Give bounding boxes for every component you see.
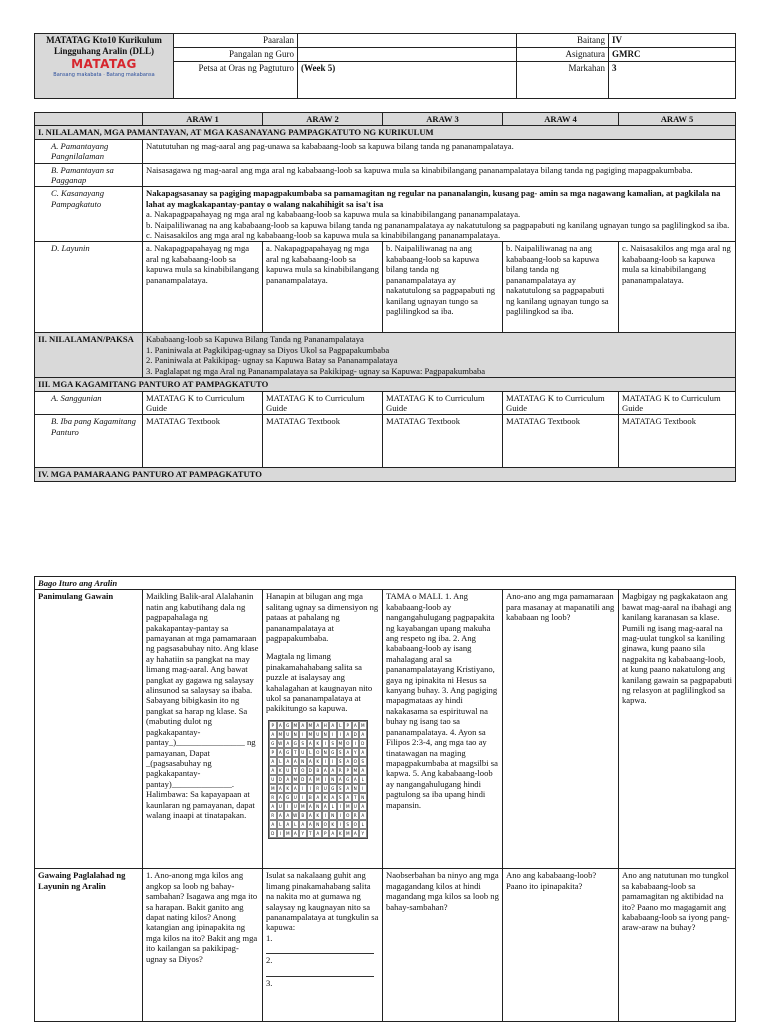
- day-header: ARAW 4: [503, 113, 619, 126]
- dll-title: MATATAG Kto10 Kurikulum Lingguhang Aralin (DLL): [46, 35, 162, 56]
- puzzle-letter: A: [359, 748, 367, 757]
- puzzle-letter: A: [284, 811, 292, 820]
- puzzle-letter: K: [322, 793, 330, 802]
- puzzle-letter: B: [307, 793, 315, 802]
- petsa-label: Petsa at Oras ng Pagtuturo: [174, 62, 298, 99]
- header-title-cell: [35, 34, 174, 99]
- puzzle-letter: A: [359, 730, 367, 739]
- puzzle-letter: I: [284, 802, 292, 811]
- puzzle-letter: I: [307, 784, 315, 793]
- puzzle-letter: N: [292, 730, 300, 739]
- layunin-cell: b. Naipaliliwanag na ang kababaang-loob sa kapuwa bilang tanda ng pananampalataya ay nakatutulong sa pagpapabuti ng kanilang ugnayan tungo sa paglilingkod sa iba.: [503, 242, 619, 333]
- paaralan-value: [298, 34, 517, 48]
- panimulang-day3: TAMA o MALI. 1. Ang kababaang-loob ay nangangahulugang pagpapakita ng kayabangan upang makuha ang respeto ng iba. 2. Ang kababaang-loob ay isang mahalagang aral sa pananampalatayang Kristiyano, gaya ng ipinakita ni Hesus sa kanyang buhay. 3. Ang pagiging mapagmataas ay hindi nakakasama sa espirituwal na buhay ng isang tao sa pananampalataya. 4. Ayon sa Filipos 2:3-4, ang mga tao ay tinatawagan na maging mapagpakumbaba at magsilbi sa kapwa. 5. Ang kababaang-loob ay nangangahulugang hindi pagtulong sa iba upang hindi mapansin.: [383, 590, 503, 869]
- section2-content: [143, 333, 736, 378]
- puzzle-letter: L: [277, 820, 285, 829]
- puzzle-letter: A: [329, 829, 337, 838]
- answer-line-3: 3.: [266, 977, 273, 988]
- puzzle-letter: A: [359, 811, 367, 820]
- puzzle-letter: G: [284, 748, 292, 757]
- puzzle-letter: A: [284, 757, 292, 766]
- paksa-item: 2. Paniniwala at Pakikipag- ugnay sa Kapuwa Batay sa Pananampalataya: [146, 355, 398, 366]
- puzzle-letter: A: [352, 775, 360, 784]
- puzzle-letter: I: [322, 739, 330, 748]
- puzzle-letter: A: [329, 793, 337, 802]
- bago-ituro-heading: Bago Ituro ang Aralin: [35, 577, 736, 590]
- puzzle-letter: U: [277, 802, 285, 811]
- puzzle-letter: G: [329, 748, 337, 757]
- puzzle-letter: A: [352, 721, 360, 730]
- puzzle-letter: A: [307, 811, 315, 820]
- puzzle-letter: U: [284, 766, 292, 775]
- kagamitang-value: MATATAG Textbook: [503, 415, 619, 468]
- puzzle-letter: B: [314, 766, 322, 775]
- panimulang-day1: Maikling Balik-aral Alalahanin natin ang kabutihang dala ng pagpapahalaga ng pakakapantay-pantay sa pamayanan at mga pamamaraan ng pagsasabuhay nito. Ang klase ay hahatiin sa pangkat na may limang mag-aaral. Ang bawat pangkat ay gagawa ng salaysay alinsunod sa salaysay sa ibaba. Sabayang bibigkasin ito ng pangkat sa harap ng klase. Sa (mabuting dulot ng pagkakapantay-pantay_)________________ ng pamayanan, Dapat _(pagsasabuhay ng pagkakapantay-pantay)______________. Halimbawa: Sa kapayapaan at kaunlaran ng pamayanan, dapat walang inaapi at tinatapakan.: [143, 590, 263, 869]
- puzzle-letter: A: [314, 793, 322, 802]
- asignatura-label: Asignatura: [517, 48, 609, 62]
- puzzle-letter: A: [307, 775, 315, 784]
- puzzle-letter: O: [344, 811, 352, 820]
- baitang-value: IV: [609, 34, 736, 48]
- puzzle-letter: O: [299, 766, 307, 775]
- pamantayan-sa-pagganap-text: Naisasagawa ng mag-aaral ang mga aral ng kababaang-loob sa kapuwa mula sa kinabibilangang pananampalataya bilang tanda ng pagiging mapagpakumbaba.: [143, 163, 736, 187]
- puzzle-letter: M: [293, 776, 298, 782]
- puzzle-letter: N: [322, 748, 330, 757]
- puzzle-letter: A: [359, 802, 367, 811]
- puzzle-letter: S: [329, 739, 337, 748]
- puzzle-letter: A: [344, 757, 352, 766]
- puzzle-letter: G: [344, 775, 352, 784]
- puzzle-letter: A: [344, 793, 352, 802]
- puzzle-letter: A: [307, 757, 315, 766]
- puzzle-letter: K: [314, 811, 322, 820]
- puzzle-letter: T: [292, 748, 300, 757]
- puzzle-letter: N: [299, 757, 307, 766]
- puzzle-letter: A: [337, 775, 345, 784]
- paglalahad-day4: Ano ang kababaang-loob? Paano ito ipinapakita?: [503, 869, 619, 1022]
- answer-line-1: 1.: [266, 933, 379, 954]
- puzzle-letter: D: [299, 775, 307, 784]
- puzzle-letter: S: [337, 757, 345, 766]
- layunin-cell: a. Nakapagpapahayag ng mga aral ng kababaang-loob sa kapuwa mula sa kinabibilangang pananampalataya.: [143, 242, 263, 333]
- puzzle-letter: I: [329, 757, 337, 766]
- paaralan-label: Paaralan: [174, 34, 298, 48]
- puzzle-letter: M: [353, 767, 358, 773]
- panimulang-day4: Ano-ano ang mga pamamaraan para masanay at mapanatili ang kababaan ng loob?: [503, 590, 619, 869]
- puzzle-letter: N: [314, 820, 322, 829]
- puzzle-letter: S: [299, 739, 307, 748]
- puzzle-task: Magtala ng limang pinakamahahabang salita sa puzzle at isalaysay ang kahalagahan at kaugnayan nito ukol sa pananampalataya at pakikitungo sa kapuwa.: [266, 651, 373, 714]
- puzzle-letter: A: [359, 766, 367, 775]
- puzzle-letter: O: [314, 748, 322, 757]
- puzzle-letter: I: [299, 730, 307, 739]
- petsa-value: (Week 5): [298, 62, 517, 99]
- puzzle-letter: A: [314, 829, 322, 838]
- puzzle-letter: A: [322, 766, 330, 775]
- puzzle-letter: P: [269, 721, 277, 730]
- day-header: ARAW 3: [383, 113, 503, 126]
- puzzle-letter: O: [352, 820, 360, 829]
- pamantayang-pangnilalaman-text: Natututuhan ng mag-aaral ang pag-unawa sa kababaang-loob sa kapuwa bilang tanda ng pananampalataya.: [143, 139, 736, 163]
- puzzle-letter: R: [337, 766, 345, 775]
- puzzle-letter: O: [322, 820, 330, 829]
- word-search-puzzle: [268, 720, 368, 839]
- puzzle-letter: Y: [352, 748, 360, 757]
- puzzle-letter: A: [269, 802, 277, 811]
- puzzle-letter: M: [270, 785, 275, 791]
- puzzle-letter: K: [337, 829, 345, 838]
- day-header: ARAW 1: [143, 113, 263, 126]
- puzzle-letter: R: [314, 784, 322, 793]
- puzzle-letter: M: [345, 830, 350, 836]
- puzzle-letter: N: [329, 811, 337, 820]
- pamantayan-sa-pagganap-label: B. Pamantayan sa Pagganap: [35, 163, 143, 187]
- sanggunian-label: A. Sanggunian: [35, 391, 143, 415]
- puzzle-letter: A: [277, 811, 285, 820]
- puzzle-letter: L: [292, 820, 300, 829]
- paglalahad-day5: Ano ang natutunan mo tungkol sa kababaang-loob sa pamamagitan ng aktibidad na ito? Paano mo magagamit ang kababaang-loob sa iyong pang-araw-araw na buhay?: [619, 869, 736, 1022]
- asignatura-value: GMRC: [609, 48, 736, 62]
- puzzle-letter: P: [344, 766, 352, 775]
- puzzle-letter: I: [352, 739, 360, 748]
- markahan-value: 3: [609, 62, 736, 99]
- puzzle-letter: M: [315, 776, 320, 782]
- guro-value: [298, 48, 517, 62]
- markahan-label: Markahan: [517, 62, 609, 99]
- puzzle-letter: I: [322, 775, 330, 784]
- puzzle-letter: M: [308, 722, 313, 728]
- puzzle-letter: N: [359, 793, 367, 802]
- layunin-cell: a. Nakapagpapahayag ng mga aral ng kababaang-loob sa kapuwa mula sa kinabibilangang pananampalataya.: [263, 242, 383, 333]
- puzzle-letter: M: [338, 740, 343, 746]
- sanggunian-value: MATATAG K to Curriculum Guide: [263, 391, 383, 415]
- puzzle-letter: I: [299, 784, 307, 793]
- puzzle-letter: G: [269, 739, 277, 748]
- sanggunian-value: MATATAG K to Curriculum Guide: [143, 391, 263, 415]
- puzzle-letter: U: [299, 748, 307, 757]
- puzzle-letter: A: [299, 721, 307, 730]
- puzzle-letter: P: [269, 748, 277, 757]
- puzzle-letter: A: [314, 721, 322, 730]
- puzzle-letter: A: [322, 802, 330, 811]
- puzzle-letter: A: [344, 784, 352, 793]
- puzzle-letter: T: [307, 829, 315, 838]
- puzzle-letter: L: [359, 775, 367, 784]
- puzzle-letter: D: [269, 829, 277, 838]
- puzzle-letter: M: [345, 803, 350, 809]
- puzzle-letter: U: [292, 793, 300, 802]
- puzzle-letter: A: [269, 820, 277, 829]
- puzzle-letter: A: [284, 739, 292, 748]
- layunin-label: D. Layunin: [35, 242, 143, 333]
- puzzle-letter: A: [284, 775, 292, 784]
- panimulang-gawain-label: Panimulang Gawain: [35, 590, 143, 869]
- puzzle-letter: A: [277, 721, 285, 730]
- puzzle-letter: A: [269, 730, 277, 739]
- puzzle-letter: N: [329, 775, 337, 784]
- kasanayang-c: c. Naisasakilos ang mga aral ng kababaang-loob sa kapuwa mula sa kinabibilangang pananampalataya.: [146, 230, 501, 241]
- puzzle-letter: K: [314, 739, 322, 748]
- puzzle-letter: A: [269, 757, 277, 766]
- puzzle-letter: D: [359, 739, 367, 748]
- section1-title: I. NILALAMAN, MGA PAMANTAYAN, AT MGA KASANAYANG PAMPAGKATUTO NG KURIKULUM: [35, 126, 736, 139]
- paglalahad-instruction: Isulat sa nakalaang guhit ang limang pinakamahabang salita na nakita mo at gumawa ng salaysay ng kaugnayan nito sa pananampalataya at tungkulin sa kapuwa:: [266, 870, 379, 933]
- header-table: [34, 33, 736, 99]
- sanggunian-value: MATATAG K to Curriculum Guide: [503, 391, 619, 415]
- puzzle-letter: L: [277, 757, 285, 766]
- baitang-label: Baitang: [517, 34, 609, 48]
- puzzle-letter: A: [329, 766, 337, 775]
- puzzle-letter: G: [329, 784, 337, 793]
- section4-title: IV. MGA PAMARAANG PANTURO AT PAMPAGKATUTO: [35, 468, 736, 481]
- puzzle-letter: U: [292, 802, 300, 811]
- puzzle-letter: K: [284, 784, 292, 793]
- layunin-cell: b. Naipaliliwanag na ang kababaang-loob sa kapuwa bilang tanda ng pananampalataya ay nakatutulong sa pagpapabuti ng kanilang ugnayan tungo sa paglilingkod sa iba.: [383, 242, 503, 333]
- puzzle-letter: A: [292, 829, 300, 838]
- day-header: ARAW 2: [263, 113, 383, 126]
- section2-title: II. NILALAMAN/PAKSA: [35, 333, 143, 378]
- puzzle-letter: I: [277, 829, 285, 838]
- paksa-item: 1. Paniniwala at Pagkikipag-ugnay sa Diyos Ukol sa Pagpapakumbaba: [146, 344, 390, 355]
- panimulang-day5: Magbigay ng pagkakataon ang bawat mag-aaral na ibahagi ang kanilang karanasan sa klase. Pumili ng isang mag-aaral na mag-uulat tungkol sa kaniling ginawa, kung paano sila nagpakita ng kababaang-loob, at kung paano nakatulong ang kanilang gawain sa pagpapabuti ng relasyon at paglilingkod sa kapwa.: [619, 590, 736, 869]
- puzzle-letter: A: [284, 820, 292, 829]
- guro-label: Pangalan ng Guro: [174, 48, 298, 62]
- puzzle-letter: S: [337, 793, 345, 802]
- puzzle-letter: L: [359, 820, 367, 829]
- puzzle-letter: N: [352, 784, 360, 793]
- puzzle-letter: A: [352, 829, 360, 838]
- puzzle-letter: S: [337, 748, 345, 757]
- puzzle-letter: S: [359, 757, 367, 766]
- puzzle-letter: A: [344, 730, 352, 739]
- puzzle-letter: I: [337, 802, 345, 811]
- paglalahad-label: Gawaing Paglalahad ng Layunin ng Aralin: [35, 869, 143, 1022]
- kagamitang-value: MATATAG Textbook: [143, 415, 263, 468]
- lower-table: [34, 576, 736, 1022]
- puzzle-letter: R: [269, 793, 277, 802]
- puzzle-letter: H: [322, 721, 330, 730]
- puzzle-letter: A: [344, 748, 352, 757]
- puzzle-letter: A: [329, 721, 337, 730]
- puzzle-letter: L: [337, 721, 345, 730]
- puzzle-letter: M: [278, 731, 283, 737]
- puzzle-letter: U: [322, 784, 330, 793]
- puzzle-letter: A: [277, 748, 285, 757]
- puzzle-letter: U: [352, 802, 360, 811]
- puzzle-letter: M: [360, 722, 365, 728]
- puzzle-letter: A: [299, 820, 307, 829]
- puzzle-letter: D: [352, 730, 360, 739]
- puzzle-letter: G: [284, 793, 292, 802]
- dll-main-table: [34, 112, 736, 482]
- puzzle-letter: I: [337, 730, 345, 739]
- puzzle-instruction: Hanapin at bilugan ang mga salitang ugnay sa dimensiyon ng pataas at pahalang ng pananampalataya at pagpapakumbaba.: [266, 591, 379, 644]
- corner-cell: [35, 113, 143, 126]
- puzzle-letter: Y: [299, 829, 307, 838]
- puzzle-letter: I: [299, 793, 307, 802]
- puzzle-letter: P: [344, 721, 352, 730]
- paglalahad-day2: [263, 869, 383, 1022]
- puzzle-letter: U: [269, 775, 277, 784]
- puzzle-letter: T: [292, 766, 300, 775]
- puzzle-letter: G: [284, 721, 292, 730]
- puzzle-letter: R: [269, 811, 277, 820]
- puzzle-letter: M: [308, 731, 313, 737]
- paksa-item: 3. Paglalapat ng mga Aral ng Pananampalataya sa Pakikipag- ugnay sa Kapuwa: Pagpapakumbaba: [146, 365, 486, 376]
- puzzle-letter: U: [284, 730, 292, 739]
- puzzle-letter: W: [293, 812, 298, 818]
- puzzle-letter: I: [329, 730, 337, 739]
- puzzle-letter: N: [314, 802, 322, 811]
- kasanayang-pampagkatuto-label: C. Kasanayang Pampagkatuto: [35, 187, 143, 242]
- matatag-logo: MATATAG Bansang makabata · Batang makabansa: [53, 57, 155, 78]
- puzzle-letter: I: [337, 820, 345, 829]
- paglalahad-day3: Naobserbahan ba ninyo ang mga magagandang kilos at hindi magandang mga kilos sa loob ng bahay-sambahan?: [383, 869, 503, 1022]
- puzzle-letter: A: [307, 820, 315, 829]
- layunin-cell: c. Naisasakilos ang mga aral ng kababaang-loob sa kapuwa mula sa kinabibilangang pananampalataya.: [619, 242, 736, 333]
- puzzle-letter: M: [300, 803, 305, 809]
- puzzle-letter: I: [359, 784, 367, 793]
- sanggunian-value: MATATAG K to Curriculum Guide: [619, 391, 736, 415]
- puzzle-letter: U: [314, 730, 322, 739]
- puzzle-letter: D: [307, 766, 315, 775]
- sanggunian-value: MATATAG K to Curriculum Guide: [383, 391, 503, 415]
- section3-title: III. MGA KAGAMITANG PANTURO AT PAMPAGKATUTO: [35, 378, 736, 391]
- puzzle-letter: G: [292, 739, 300, 748]
- kasanayang-a: a. Nakapagpapahayag ng mga aral ng kababaang-loob sa kapuwa mula sa kinabibilangang pananampalataya.: [146, 209, 521, 220]
- puzzle-letter: A: [277, 793, 285, 802]
- kasanayang-b: b. Naipaliliwanag na ang kababaang-loob sa kapuwa bilang tanda ng pananampalataya ay nakatutulong sa pagpapabuti ng kanilang ugnayan tungo sa paglilingkod sa iba.: [146, 219, 730, 230]
- puzzle-letter: N: [322, 730, 330, 739]
- puzzle-letter: A: [292, 757, 300, 766]
- puzzle-letter: L: [329, 802, 337, 811]
- kagamitang-value: MATATAG Textbook: [619, 415, 736, 468]
- puzzle-letter: M: [293, 722, 298, 728]
- puzzle-letter: K: [329, 820, 337, 829]
- kasanayang-pampagkatuto-cell: [143, 187, 736, 242]
- kasanayang-main: Nakapagsasanay sa pagiging mapagpakumbaba sa pamamagitan ng regular na pananalangin, kusang pag- amin sa mga nagawang kamalian, at pagkilala na lahat ay magkakapantay-pantay o walang nakahihigit sa isa't isa: [146, 188, 721, 209]
- puzzle-letter: P: [322, 829, 330, 838]
- puzzle-letter: T: [352, 793, 360, 802]
- kagamitang-value: MATATAG Textbook: [263, 415, 383, 468]
- paglalahad-day1: 1. Ano-anong mga kilos ang angkop sa loob ng bahay-sambahan? Isagawa ang mga ito sa harapan. Bakit ganito ang dapat nating kilos? Anong katangian ang ipinapakita ng mga kilos na ito? Bakit ang mga ito kailangan sa pakikipag-ugnay sa Diyos?: [143, 869, 263, 1022]
- puzzle-letter: A: [307, 802, 315, 811]
- puzzle-letter: K: [277, 766, 285, 775]
- puzzle-letter: Y: [359, 829, 367, 838]
- puzzle-letter: R: [352, 811, 360, 820]
- puzzle-letter: I: [337, 811, 345, 820]
- puzzle-letter: O: [344, 739, 352, 748]
- puzzle-letter: S: [337, 784, 345, 793]
- puzzle-letter: W: [278, 740, 283, 746]
- puzzle-letter: K: [314, 757, 322, 766]
- pamantayang-pangnilalaman-label: A. Pamantayang Pangnilalaman: [35, 139, 143, 163]
- puzzle-letter: A: [277, 784, 285, 793]
- puzzle-letter: S: [344, 820, 352, 829]
- puzzle-letter: A: [269, 766, 277, 775]
- kagamitang-value: MATATAG Textbook: [383, 415, 503, 468]
- paksa-title: Kababaang-loob sa Kapuwa Bilang Tanda ng Pananampalataya: [146, 334, 364, 345]
- puzzle-letter: A: [292, 784, 300, 793]
- day-header: ARAW 5: [619, 113, 736, 126]
- puzzle-letter: I: [322, 811, 330, 820]
- panimulang-day2: [263, 590, 383, 869]
- puzzle-letter: O: [352, 757, 360, 766]
- puzzle-letter: D: [277, 775, 285, 784]
- kagamitang-label: B. Iba pang Kagamitang Panturo: [35, 415, 143, 468]
- puzzle-letter: L: [307, 748, 315, 757]
- puzzle-letter: I: [322, 757, 330, 766]
- puzzle-letter: B: [299, 811, 307, 820]
- answer-line-2: 2.: [266, 955, 379, 976]
- puzzle-letter: M: [285, 830, 290, 836]
- puzzle-letter: A: [307, 739, 315, 748]
